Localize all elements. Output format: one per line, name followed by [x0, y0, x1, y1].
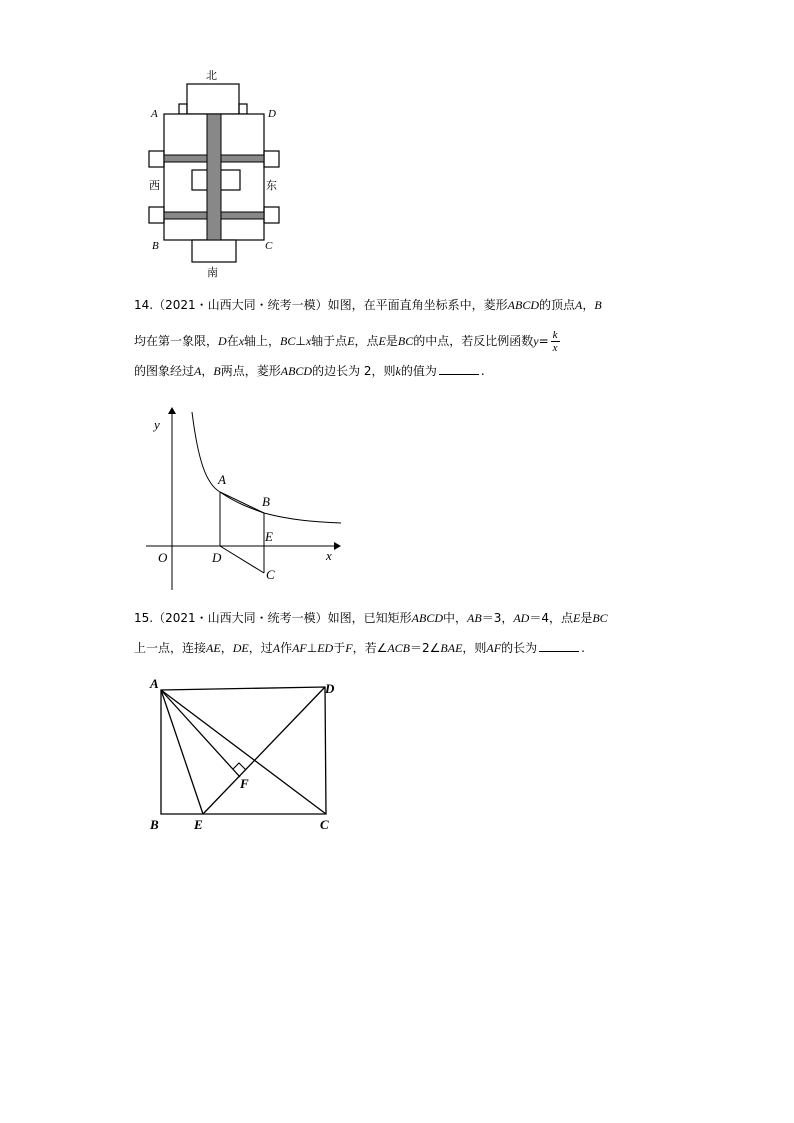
question-15	[134, 603, 674, 663]
fig14-label-c: C	[266, 567, 275, 582]
fig13-label-south: 南	[207, 267, 218, 279]
fig15-label-e: E	[194, 817, 203, 832]
fig14-label-e: E	[265, 529, 273, 544]
q14-line-2: 均在第一象限，D在x轴上，BC⊥x轴于点E，点E是BC的中点，若反比例函数y= $\frac{k}{x}$	[134, 329, 558, 354]
fig14-label-o: O	[158, 550, 168, 565]
coordinate-plane-figure	[140, 400, 350, 595]
fraction-k-over-x: $\frac{k}{x}$	[552, 329, 558, 354]
fig14-label-x: x	[326, 548, 332, 563]
q14-line-1: 14.（2021・山西大同・统考一模）如图，在平面直角坐标系中，菱形ABCD的顶点A，B	[134, 298, 602, 312]
answer-blank-14[interactable]	[439, 362, 479, 375]
fig15-label-a: A	[150, 676, 159, 691]
fig13-label-d: D	[268, 108, 276, 120]
fig13-label-west: 西	[149, 180, 160, 192]
fig14-label-a: A	[218, 472, 226, 487]
q15-line-1: 15.（2021・山西大同・统考一模）如图，已知矩形ABCD中，AB＝3，AD＝4，点E是BC	[134, 611, 608, 625]
answer-blank-15[interactable]	[539, 639, 579, 652]
building-plan-figure	[140, 62, 300, 284]
fig13-label-a: A	[151, 108, 158, 120]
q15-line-2: 上一点，连接AE，DE，过A作AF⊥ED于F，若∠ACB＝2∠BAE，则AF的长为 .	[134, 641, 585, 655]
fig13-label-c: C	[265, 240, 273, 252]
rectangle-figure	[140, 672, 350, 840]
q14-line-3: 的图象经过A，B两点，菱形ABCD的边长为 2，则k的值为 .	[134, 364, 485, 378]
fig13-label-b: B	[152, 240, 159, 252]
fig14-label-y: y	[154, 417, 160, 432]
fig15-label-c: C	[320, 817, 329, 832]
fig13-label-north: 北	[206, 70, 217, 82]
fig14-label-d: D	[212, 550, 222, 565]
fig15-label-f: F	[240, 776, 249, 791]
question-14	[134, 290, 674, 386]
fig13-label-east: 东	[266, 180, 277, 192]
fig14-label-b: B	[262, 494, 270, 509]
fig15-label-d: D	[325, 681, 335, 696]
fig15-label-b: B	[150, 817, 159, 832]
